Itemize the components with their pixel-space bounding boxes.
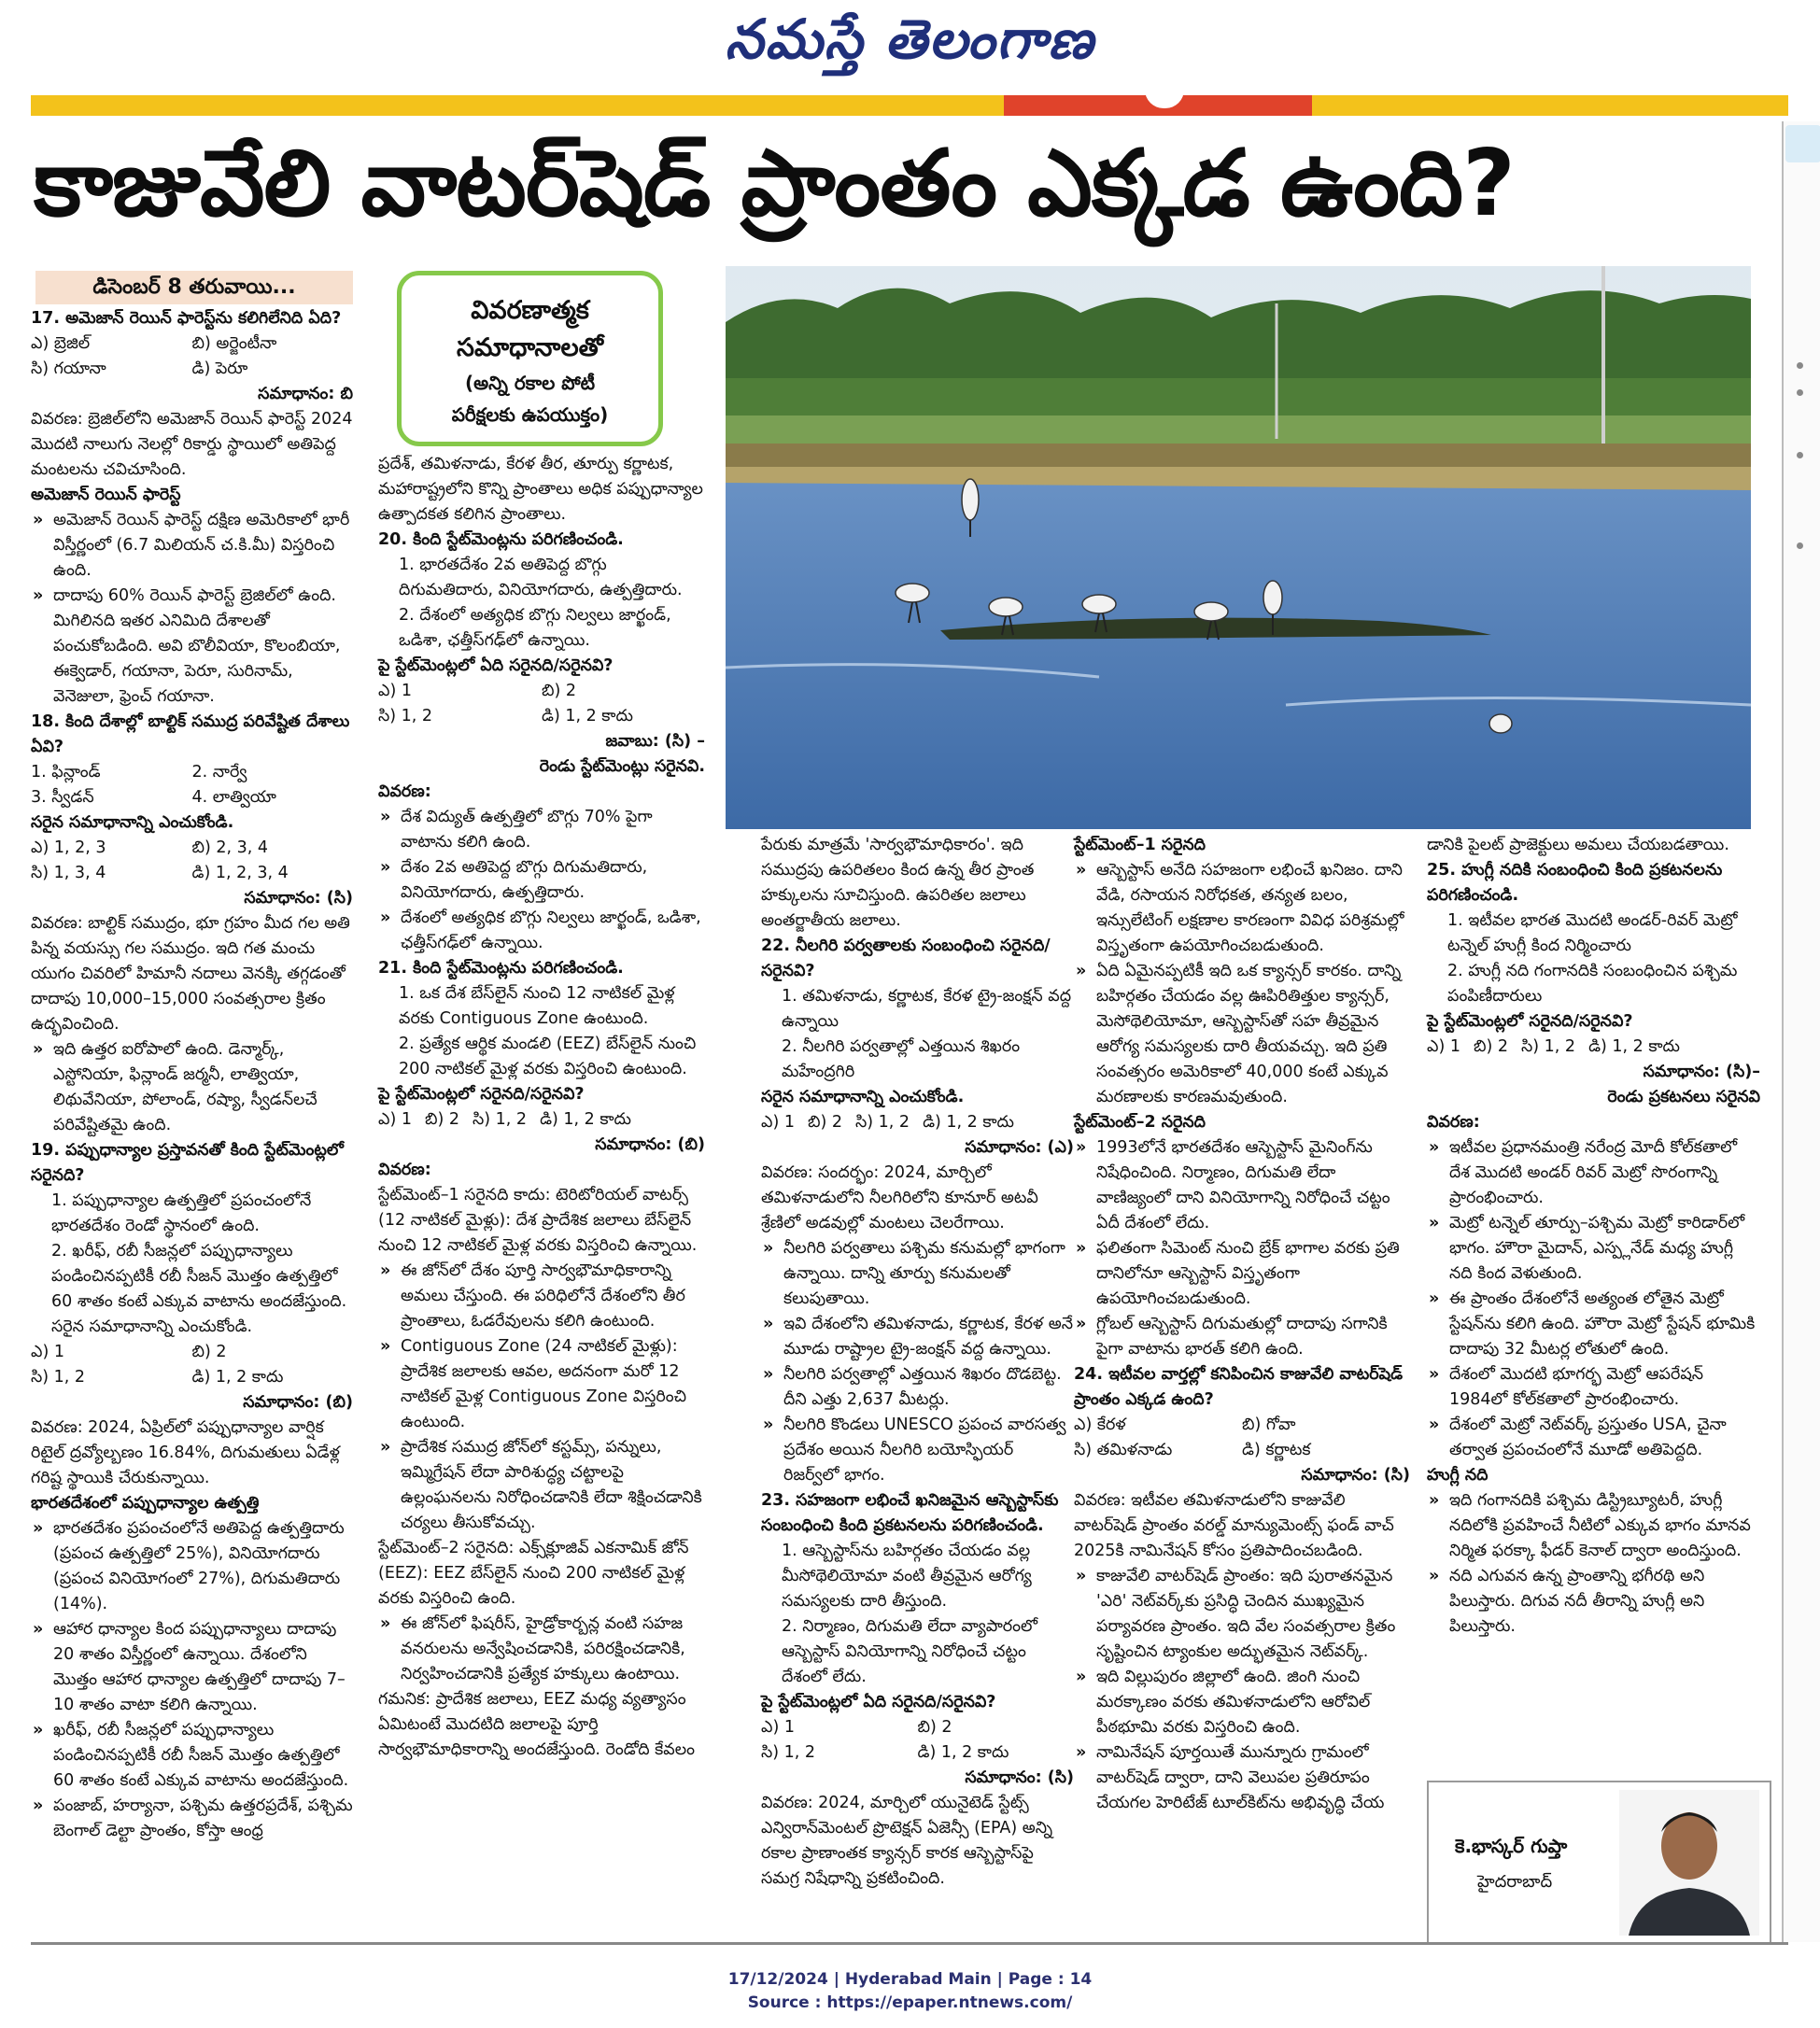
page-headline: కాజువేలి వాటర్‌షెడ్ ప్రాంతం ఎక్కడ ఉంది? bbox=[34, 131, 1515, 237]
answer-options bbox=[31, 357, 353, 382]
answer-options bbox=[378, 704, 705, 729]
body-text: వివరణ: బాల్టిక్ సముద్రం, భూ గ్రహం మీద గల అతి పిన్న వయస్సు గల సముద్రం. ఇది గత మంచు యుగం చివరిలో హిమానీ నదాలు వెనక్కి తగ్గడంతో దాదాపు 10,000–15,000 సంవత్సరాల క్రితం ఉద్భవించింది. bbox=[31, 914, 350, 1034]
statement-text: 2. ఖరీఫ్, రబీ సీజన్లలో పప్పుధాన్యాలు పండించినప్పటికీ రబీ సీజన్ మొత్తం ఉత్పత్తిలో 60 శాతం కంటే ఎక్కువ వాటాను అందజేస్తుంది. bbox=[51, 1242, 347, 1311]
answer-option: డి) 1, 2 కాదు bbox=[917, 1743, 1009, 1762]
question-text: సరైన సమాధానాన్ని ఎంచుకోండి. bbox=[31, 813, 234, 832]
answer-option: బి) అర్జెంటీనా bbox=[191, 334, 277, 353]
body-text: వివరణ: బ్రెజిల్‌లోని అమెజాన్ రెయిన్ ఫారెస్ట్ 2024 మొదటి నాలుగు నెలల్లో రికార్డు స్థాయిలో అతిపెద్ద మంటలను చవిచూసింది. bbox=[31, 410, 353, 479]
subheading: స్టేట్‌మెంట్–2 సరైనది bbox=[1074, 1113, 1206, 1132]
bullet-point: » ఈ జోన్‌లో దేశం పూర్తి సార్వభౌమాధికారాన్ని అమలు చేస్తుంది. ఈ పరిధిలోనే దేశంలోని తీర ప్రాంతాలు, ఓడరేవులను కలిగి ఉంటుంది. bbox=[378, 1259, 705, 1334]
bullet-point: » ప్రాదేశిక సముద్ర జోన్‌లో కస్టమ్స్, పన్నులు, ఇమ్మిగ్రేషన్ లేదా పారిశుద్ధ్య చట్టాలపై ఉల్లంఘనలను నిరోధించడానికి లేదా శిక్షించడానికి చర్యలు తీసుకోవచ్చు. bbox=[378, 1435, 705, 1536]
statement-text: 2. నిర్మాణం, దిగుమతి లేదా వ్యాపారంలో ఆస్బెస్టాస్ వినియోగాన్ని నిరోధించే చట్టం దేశంలో లేదు. bbox=[782, 1617, 1038, 1686]
bullet-point: » దేశ విద్యుత్ ఉత్పత్తిలో బొగ్గు 70% పైగా వాటాను కలిగి ఉంది. bbox=[378, 805, 705, 855]
column-4 bbox=[1074, 833, 1410, 1816]
body-text: ప్రదేశ్, తమిళనాడు, కేరళ తీర, తూర్పు కర్ణాటక, మహారాష్ట్రలోని కొన్ని ప్రాంతాలు అధిక పప్పుధాన్యాల ఉత్పాదకత కలిగిన ప్రాంతాలు. bbox=[378, 455, 703, 524]
answer-option: 4. లాత్వియా bbox=[191, 788, 276, 807]
answer-option: బి) గోవా bbox=[1242, 1415, 1296, 1434]
bullet-point: » ఆస్బెస్టాస్ అనేది సహజంగా లభించే ఖనిజం. దాని వేడి, రసాయన నిరోధకత, తన్యత బలం, ఇన్సులేటింగ్ లక్షణాల కారణంగా వివిధ పరిశ్రమల్లో విస్తృతంగా ఉపయోగించబడుతుంది. bbox=[1074, 858, 1410, 959]
lake-birds-photo bbox=[726, 266, 1751, 829]
question-text: 21. కింది స్టేట్‌మెంట్లను పరిగణించండి. bbox=[378, 959, 624, 978]
answer-option: డి) 1, 2 కాదు bbox=[1588, 1037, 1680, 1056]
promo-line-2: సమాధానాలతో bbox=[457, 333, 603, 362]
answer-option: సి) గయానా bbox=[31, 359, 106, 378]
body-text: వివరణ: 2024, ఏప్రిల్‌లో పప్పుధాన్యాల వార్షిక రిటైల్ ద్రవ్యోల్బణం 16.84%, దిగుమతులు ఏడేళ్ల గరిష్ట స్థాయికి చేరుకున్నాయి. bbox=[31, 1418, 340, 1487]
statement-text: 1. ఇటీవల భారత మొదటి అండర్-రివర్ మెట్రో టన్నెల్ హుగ్లీ కింద నిర్మించారు bbox=[1447, 911, 1738, 955]
body-text: స్టేట్‌మెంట్–1 సరైనది కాదు: టెరిటోరియల్ వాటర్స్ (12 నాటికల్ మైళ్లు): దేశ ప్రాదేశిక జలాలు బేస్‌లైన్ నుంచి 12 నాటికల్ మైళ్ల వరకు విస్తరించి ఉన్నాయి. bbox=[378, 1186, 698, 1255]
bullet-point: » నీలగిరి కొండలు UNESCO ప్రపంచ వారసత్వ ప్రదేశం అయిన నీలగిరి బయోస్ఫియర్ రిజర్వ్‌లో భాగం. bbox=[761, 1413, 1074, 1488]
answer-option: డి) 1, 2 కాదు bbox=[540, 1110, 631, 1129]
answer-option: బి) 2 bbox=[191, 1343, 227, 1361]
page-footer bbox=[0, 1968, 1820, 2015]
bullet-point: » నీలగిరి పర్వతాలు పశ్చిమ కనుమల్లో భాగంగా ఉన్నాయి. దాన్ని తూర్పు కనుమలతో కలుపుతాయి. bbox=[761, 1236, 1074, 1312]
column-1 bbox=[31, 306, 353, 1844]
answer-key: సమాధానం: (ఎ) bbox=[965, 1138, 1074, 1157]
answer-options bbox=[31, 331, 353, 357]
answer-option: ఎ) 1 bbox=[31, 1343, 64, 1361]
answer-option: 2. నార్వే bbox=[191, 763, 247, 782]
question-text: పై స్టేట్‌మెంట్లలో ఏది సరైనది/సరైనవి? bbox=[378, 656, 614, 675]
bullet-point: » ఈ ప్రాంతం దేశంలోనే అత్యంత లోతైన మెట్రో స్టేషన్‌ను కలిగి ఉంది. హౌరా మెట్రో స్టేషన్ భూమికి దాదాపు 32 మీటర్ల లోతులో ఉంది. bbox=[1427, 1287, 1760, 1362]
subheading: వివరణ: bbox=[378, 1161, 431, 1179]
answer-options bbox=[31, 836, 353, 861]
answer-option: ఎ) 1 bbox=[761, 1718, 795, 1737]
answer-key: సమాధానం: (సి) bbox=[965, 1768, 1074, 1787]
answer-option: డి) 1, 2 కాదు bbox=[191, 1368, 284, 1387]
answer-key: జవాబు: (సి) – bbox=[605, 732, 705, 751]
author-name: కె.భాస్కర్ గుప్తా bbox=[1455, 1835, 1568, 1857]
body-text: డానికి పైలట్ ప్రాజెక్టులు అమలు చేయబడతాయి. bbox=[1427, 836, 1729, 854]
promo-box bbox=[397, 271, 663, 446]
statement-text: 1. పప్పుధాన్యాల ఉత్పత్తిలో ప్రపంచంలోనే భారతదేశం రెండో స్థానంలో ఉంది. bbox=[51, 1191, 312, 1235]
answer-option: సి) 1, 2 bbox=[1521, 1037, 1576, 1056]
statement-text: 2. నీలగిరి పర్వతాల్లో ఎత్తయిన శిఖరం మహేంద్రగిరి bbox=[782, 1037, 1021, 1081]
answer-option: ఎ) బ్రెజిల్ bbox=[31, 334, 91, 353]
bullet-point: » నది ఎగువన ఉన్న ప్రాంతాన్ని భగీరథి అని పిలుస్తారు. దిగువ నదీ తీరాన్ని హుగ్లీ అని పిలుస్తారు. bbox=[1427, 1564, 1760, 1640]
answer-option: 3. స్వీడన్ bbox=[31, 788, 94, 807]
author-byline bbox=[1427, 1781, 1771, 1945]
statement-text: 1. ఆస్బెస్టాస్‌ను బహిర్గతం చేయడం వల్ల మీసోథెలియోమా వంటి తీవ్రమైన ఆరోగ్య సమస్యలకు దారి తీస్తుంది. bbox=[782, 1542, 1032, 1611]
answer-option: బి) 2 bbox=[917, 1718, 952, 1737]
answer-option: బి) 2 bbox=[807, 1113, 842, 1132]
answer-option: బి) 2 bbox=[424, 1110, 459, 1129]
statement-text: 2. హుగ్లీ నది గంగానదికి సంబంధించిన పశ్చిమ పంపిణీదారులు bbox=[1447, 962, 1738, 1006]
question-text: 18. కింది దేశాల్లో బాల్టిక్ సముద్ర పరివేష్టిత దేశాలు ఏవి? bbox=[31, 712, 350, 756]
answer-options bbox=[31, 760, 353, 785]
answer-options bbox=[1427, 1035, 1760, 1060]
bullet-point: » ఏది ఏమైనప్పటికీ ఇది ఒక క్యాన్సర్ కారకం. దాన్ని బహిర్గతం చేయడం వల్ల ఊపిరితిత్తుల క్యాన్సర్, మెసోథెలియోమా, ఆస్బెస్టాస్‌తో సహ తీవ్రమైన ఆరోగ్య సమస్యలకు దారి తీయవచ్చు. ఇది ప్రతి సంవత్సరం అమెరికాలో 40,000 కంటే ఎక్కువ మరణాలకు కారణమవుతుంది. bbox=[1074, 959, 1410, 1110]
statement-text: సరైన సమాధానాన్ని ఎంచుకోండి. bbox=[51, 1317, 253, 1336]
answer-option: డి) పెరూ bbox=[191, 359, 248, 378]
answer-option: డి) కర్ణాటక bbox=[1242, 1441, 1311, 1459]
answer-key: రెండు ప్రకటనలు సరైనవి bbox=[1607, 1088, 1760, 1106]
question-text: 23. సహజంగా లభించే ఖనిజమైన ఆస్బెస్టాస్‌కు సంబంధించి కింది ప్రకటనలను పరిగణించండి. bbox=[761, 1491, 1059, 1535]
bullet-point: » ఫలితంగా సిమెంట్ నుంచి బ్రేక్ భాగాల వరకు ప్రతి దానిలోనూ ఆస్బెస్టాస్ విస్తృతంగా ఉపయోగించబడుతుంది. bbox=[1074, 1236, 1410, 1312]
question-text: పై స్టేట్‌మెంట్లలో సరైనది/సరైనవి? bbox=[378, 1085, 585, 1104]
answer-option: ఎ) 1 bbox=[1427, 1037, 1460, 1056]
author-place: హైదరాబాద్ bbox=[1477, 1872, 1553, 1892]
bullet-point: » పంజాబ్, హర్యానా, పశ్చిమ ఉత్తరప్రదేశ్, పశ్చిమ బెంగాల్ డెల్టా ప్రాంతం, కోస్తా ఆంధ్ర bbox=[31, 1794, 353, 1844]
answer-option: సి) 1, 2 bbox=[378, 707, 433, 725]
body-text: గమనిక: ప్రాదేశిక జలాలు, EEZ మధ్య వ్యత్యాసం ఏమిటంటే మొదటిది జలాలపై పూర్తి సార్వభౌమాధికారాన్ని అందజేస్తుంది. రెండోది కేవలం bbox=[378, 1690, 696, 1759]
footer-rule bbox=[31, 1942, 1788, 1945]
bullet-point: » ఇది గంగానదికి పశ్చిమ డిస్ట్రిబ్యూటరీ, హుగ్లీ నదిలోకి ప్రవహించే నీటిలో ఎక్కువ భాగం మానవ నిర్మిత ఫరక్కా ఫీడర్ కెనాల్ ద్వారా అందిస్తుంది. bbox=[1427, 1488, 1760, 1564]
answer-option: సి) 1, 2 bbox=[31, 1368, 86, 1387]
answer-option: డి) 1, 2, 3, 4 bbox=[191, 864, 289, 882]
bullet-point: » దేశంలో మెట్రో నెట్‌వర్క్ ప్రస్తుతం USA, చైనా తర్వాత ప్రపంచంలోనే మూడో అతిపెద్దది. bbox=[1427, 1413, 1760, 1463]
body-text: వివరణ: ఇటీవల తమిళనాడులోని కాజువేలి వాటర్‌షెడ్ ప్రాంతం వరల్డ్ మాన్యుమెంట్స్ ఫండ్ వాచ్ 2025కి నామినేషన్ కోసం ప్రతిపాదించబడింది. bbox=[1074, 1491, 1394, 1560]
answer-key: సమాధానం: (సి) bbox=[1301, 1466, 1410, 1485]
answer-key: సమాధానం: బి bbox=[258, 385, 353, 403]
bullet-point: » దాదాపు 60% రెయిన్ ఫారెస్ట్ బ్రెజిల్‌లో ఉంది. మిగిలినది ఇతర ఎనిమిది దేశాలతో పంచుకోబడింది. అవి బొలీవియా, కొలంబియా, ఈక్వెడార్, గయానా, పెరూ, సురినామ్, వెనెజులా, ఫ్రెంచ్ గయానా. bbox=[31, 584, 353, 710]
footer-source: Source : https://epaper.ntnews.com/ bbox=[747, 1993, 1073, 2012]
answer-options bbox=[378, 679, 705, 704]
answer-option: సి) 1, 2 bbox=[473, 1110, 528, 1129]
answer-options bbox=[31, 785, 353, 810]
answer-options bbox=[31, 1365, 353, 1390]
question-text: 20. కింది స్టేట్‌మెంట్లను పరిగణించండి. bbox=[378, 530, 624, 549]
footer-date-page: 17/12/2024 | Hyderabad Main | Page : 14 bbox=[727, 1970, 1093, 1989]
bullet-point: » ఇది ఉత్తర ఐరోపాలో ఉంది. డెన్మార్క్, ఎస్టోనియా, ఫిన్లాండ్ జర్మనీ, లాత్వియా, లిథువేనియా, పోలాండ్, రష్యా, స్వీడన్‌లచే పరివేష్టితమై ఉంది. bbox=[31, 1037, 353, 1138]
answer-option: సి) తమిళనాడు bbox=[1074, 1441, 1173, 1459]
statement-text: 1. భారతదేశం 2వ అతిపెద్ద బొగ్గు దిగుమతిదారు, వినియోగదారు, ఉత్పత్తిదారు. bbox=[399, 556, 683, 599]
bullet-point: » భారతదేశం ప్రపంచంలోనే అతిపెద్ద ఉత్పత్తిదారు (ప్రపంచ ఉత్పత్తిలో 25%), వినియోగదారు (ప్రపంచ వినియోగంలో 27%), దిగుమతిదారు (14%). bbox=[31, 1516, 353, 1617]
answer-options bbox=[761, 1740, 1074, 1766]
answer-option: డి) 1, 2 కాదు bbox=[923, 1113, 1014, 1132]
answer-options bbox=[761, 1110, 1074, 1135]
answer-key: సమాధానం: (బి) bbox=[595, 1135, 705, 1154]
statement-text: 2. దేశంలో అత్యధిక బొగ్గు నిల్వలు జార్ఖండ్, ఒడిశా, ఛత్తీస్‌గఢ్‌లో ఉన్నాయి. bbox=[399, 606, 671, 650]
bullet-point: » ఆహార ధాన్యాల కింద పప్పుధాన్యాలు దాదాపు 20 శాతం విస్తీర్ణంలో ఉన్నాయి. దేశంలోని మొత్తం ఆహార ధాన్యాల ఉత్పత్తిలో దాదాపు 7–10 శాతం వాటా కలిగి ఉన్నాయి. bbox=[31, 1617, 353, 1718]
answer-option: ఎ) 1, 2, 3 bbox=[31, 838, 106, 857]
bullet-point: » 1993లోనే భారతదేశం ఆస్బెస్టాస్ మైనింగ్‌ను నిషేధించింది. నిర్మాణం, దిగుమతి లేదా వాణిజ్యంలో దాని వినియోగాన్ని నిరోధించే చట్టం ఏదీ దేశంలో లేదు. bbox=[1074, 1135, 1410, 1236]
answer-option: ఎ) 1 bbox=[761, 1113, 795, 1132]
bullet-point: » అమెజాన్ రెయిన్ ఫారెస్ట్ దక్షిణ అమెరికాలో భారీ విస్తీర్ణంలో (6.7 మిలియన్ చ.కి.మీ) విస్తరించి ఉంది. bbox=[31, 508, 353, 584]
sidebar-logo-icon bbox=[1785, 125, 1820, 162]
answer-option: సి) 1, 2 bbox=[761, 1743, 816, 1762]
answer-options bbox=[378, 1107, 705, 1133]
answer-option: బి) 2, 3, 4 bbox=[191, 838, 269, 857]
bullet-point: » ఈ జోన్‌లో ఫిషరీస్, హైడ్రోకార్బన్ల వంటి సహజ వనరులను అన్వేషించడానికి, పరిరక్షించడానికి, నిర్వహించడానికి ప్రత్యేక హక్కులు ఉంటాయి. bbox=[378, 1612, 705, 1687]
right-edge-strip bbox=[1782, 121, 1820, 1942]
bullet-dot-icon bbox=[1797, 389, 1803, 396]
body-text: వివరణ: 2024, మార్చిలో యునైటెడ్ స్టేట్స్ ఎన్విరాన్‌మెంటల్ ప్రొటెక్షన్ ఏజెన్సీ (EPA) అన్ని రకాల ప్రాణాంతక క్యాన్సర్ కారక ఆస్బెస్టాస్‌పై సమగ్ర నిషేధాన్ని ప్రకటించింది. bbox=[761, 1794, 1053, 1888]
answer-options bbox=[31, 861, 353, 886]
bullet-point: » దేశం 2వ అతిపెద్ద బొగ్గు దిగుమతిదారు, వినియోగదారు, ఉత్పత్తిదారు. bbox=[378, 855, 705, 906]
answer-options bbox=[1074, 1438, 1410, 1463]
question-text: 17. అమెజాన్ రెయిన్ ఫారెస్ట్‌ను కలిగిలేనిది ఏది? bbox=[31, 309, 342, 328]
bullet-point: » ఇది విల్లుపురం జిల్లాలో ఉంది. జింగి నుంచి మరక్కాణం వరకు తమిళనాడులోని ఆరోవిల్ పీఠభూమి వరకు విస్తరించి ఉంది. bbox=[1074, 1665, 1410, 1740]
bullet-point: » ఖరీఫ్, రబీ సీజన్లలో పప్పుధాన్యాలు పండించినప్పటికీ రబీ సీజన్ మొత్తం ఉత్పత్తిలో 60 శాతం కంటే ఎక్కువ వాటాను అందజేస్తుంది. bbox=[31, 1718, 353, 1794]
subheading: అమెజాన్ రెయిన్ ఫారెస్ట్ bbox=[31, 486, 181, 504]
body-text: పేరుకు మాత్రమే 'సార్వభౌమాధికారం'. ఇది సముద్రపు ఉపరితలం కింద ఉన్న తీర ప్రాంత హక్కులను సూచిస్తుంది. ఉపరితల జలాలు అంతర్జాతీయ జలాలు. bbox=[761, 836, 1035, 930]
bullet-point: » ఇవి దేశంలోని తమిళనాడు, కర్ణాటక, కేరళ అనే మూడు రాష్ట్రాల ట్రై-జంక్షన్ వద్ద ఉన్నాయి. bbox=[761, 1312, 1074, 1362]
subheading: స్టేట్‌మెంట్–1 సరైనది bbox=[1074, 836, 1206, 854]
answer-option: ఎ) 1 bbox=[378, 682, 412, 700]
subheading: హుగ్లీ నది bbox=[1427, 1466, 1488, 1485]
answer-option: డి) 1, 2 కాదు bbox=[542, 707, 633, 725]
column-5 bbox=[1427, 833, 1760, 1640]
question-text: 25. హుగ్లీ నదికి సంబంధించి కింది ప్రకటనలను పరిగణించండి. bbox=[1427, 861, 1723, 905]
bullet-point: » Contiguous Zone (24 నాటికల్ మైళ్లు): ప్రాదేశిక జలాలకు ఆవల, అదనంగా మరో 12 నాటికల్ మైళ్ల Contiguous Zone విస్తరించి ఉంటుంది. bbox=[378, 1334, 705, 1435]
answer-option: సి) 1, 2 bbox=[855, 1113, 910, 1132]
bullet-point: » దేశంలో అత్యధిక బొగ్గు నిల్వలు జార్ఖండ్, ఒడిశా, ఛత్తీస్‌గఢ్‌లో ఉన్నాయి. bbox=[378, 906, 705, 956]
bullet-point: » గ్లోబల్ ఆస్బెస్టాస్ దిగుమతుల్లో దాదాపు సగానికి పైగా వాటాను భారత్ కలిగి ఉంది. bbox=[1074, 1312, 1410, 1362]
answer-option: బి) 2 bbox=[1473, 1037, 1508, 1056]
column-2 bbox=[378, 452, 705, 1763]
bullet-dot-icon bbox=[1797, 542, 1803, 549]
body-text: స్టేట్‌మెంట్–2 సరైనది: ఎక్స్‌క్లూజివ్ ఎకనామిక్ జోన్ (EEZ): EEZ బేస్‌లైన్ నుంచి 200 నాటికల్ మైళ్ల వరకు విస్తరించి ఉంది. bbox=[378, 1539, 689, 1608]
answer-option: సి) 1, 3, 4 bbox=[31, 864, 106, 882]
bullet-dot-icon bbox=[1797, 362, 1803, 369]
statement-text: 2. ప్రత్యేక ఆర్థిక మండలి (EEZ) బేస్‌లైన్ నుంచి 200 నాటికల్ మైళ్ల వరకు విస్తరించి ఉంటుంది. bbox=[399, 1035, 697, 1078]
bullet-point: » మెట్రో టన్నెల్ తూర్పు–పశ్చిమ మెట్రో కారిడార్‌లో భాగం. హౌరా మైదాన్, ఎస్ప్లనేడ్ మధ్య హుగ్లీ నది కింద వెళుతుంది. bbox=[1427, 1211, 1760, 1287]
promo-line-4: పరీక్షలకు ఉపయుక్తం) bbox=[451, 403, 609, 426]
bullet-dot-icon bbox=[1797, 452, 1803, 458]
bullet-point: » నీలగిరి పర్వతాల్లో ఎత్తయిన శిఖరం దొడబెట్ట. దీని ఎత్తు 2,637 మీటర్లు. bbox=[761, 1362, 1074, 1413]
answer-key: సమాధానం: (సి)– bbox=[1643, 1063, 1760, 1081]
answer-options bbox=[1074, 1413, 1410, 1438]
question-text: 19. పప్పుధాన్యాల ప్రస్తావనతో కింది స్టేట్‌మెంట్లలో సరైనది? bbox=[31, 1141, 344, 1185]
question-text: పై స్టేట్‌మెంట్లలో సరైనది/సరైనవి? bbox=[1427, 1012, 1633, 1031]
answer-options bbox=[31, 1340, 353, 1365]
question-text: పై స్టేట్‌మెంట్లలో ఏది సరైనది/సరైనవి? bbox=[761, 1693, 996, 1711]
subheading: వివరణ: bbox=[378, 782, 431, 801]
subheading: భారతదేశంలో పప్పుధాన్యాల ఉత్పత్తి bbox=[31, 1494, 260, 1513]
bullet-point: » ఇటీవల ప్రధానమంత్రి నరేంద్ర మోదీ కోల్‌కతాలో దేశ మొదటి అండర్ రివర్ మెట్రో సొరంగాన్ని ప్రారంభించారు. bbox=[1427, 1135, 1760, 1211]
masthead-logo: నమస్తే తెలంగాణ bbox=[725, 7, 1095, 71]
question-text: 24. ఇటీవల వార్తల్లో కనిపించిన కాజువేలి వాటర్‌షెడ్ ప్రాంతం ఎక్కడ ఉంది? bbox=[1074, 1365, 1404, 1409]
answer-key: రెండు స్టేట్‌మెంట్లు సరైనవి. bbox=[539, 757, 705, 776]
bullet-point: » దేశంలో మొదటి భూగర్భ మెట్రో ఆపరేషన్ 1984లో కోల్‌కతాలో ప్రారంభించారు. bbox=[1427, 1362, 1760, 1413]
subheading: వివరణ: bbox=[1427, 1113, 1480, 1132]
promo-line-3: (అన్ని రకాల పోటీ bbox=[464, 372, 596, 394]
statement-text: 1. ఒక దేశ బేస్‌లైన్ నుంచి 12 నాటికల్ మైళ్ల వరకు Contiguous Zone ఉంటుంది. bbox=[399, 984, 675, 1028]
bullet-point: » నామినేషన్ పూర్తయితే మున్నూరు గ్రామంలో వాటర్‌షెడ్ ద్వారా, దాని వెలుపల ప్రతిరూపం చేయగల హెరిటేజ్ టూల్‌కిట్‌ను అభివృద్ధి చేయ bbox=[1074, 1740, 1410, 1816]
answer-option: బి) 2 bbox=[542, 682, 577, 700]
column-3 bbox=[761, 833, 1074, 1892]
bullet-point: » కాజువేలి వాటర్‌షెడ్ ప్రాంతం: ఇది పురాతనమైన 'ఎరి' నెట్‌వర్క్‌కు ప్రసిద్ధి చెందిన ముఖ్యమైన పర్యావరణ ప్రాంతం. ఇది వేల సంవత్సరాల క్రితం సృష్టించిన ట్యాంకుల అద్భుతమైన నెట్‌వర్క్. bbox=[1074, 1564, 1410, 1665]
answer-key: సమాధానం: (బి) bbox=[243, 1393, 353, 1412]
answer-key: సమాధానం: (సి) bbox=[244, 889, 353, 908]
continuation-tag: డిసెంబర్ 8 తరువాయి... bbox=[35, 271, 353, 304]
answer-option: ఎ) 1 bbox=[378, 1110, 412, 1129]
answer-option: 1. ఫిన్లాండ్ bbox=[31, 763, 101, 782]
statement-text: 1. తమిళనాడు, కర్ణాటక, కేరళ ట్రై-జంక్షన్ వద్ద ఉన్నాయి bbox=[782, 987, 1072, 1031]
promo-line-1: వివరణాత్మక bbox=[471, 296, 589, 325]
body-text: వివరణ: సందర్భం: 2024, మార్చిలో తమిళనాడులోని నీలగిరిలోని కూనూర్ అటవీ శ్రేణిలో అడవుల్లో మంటలు చెలరేగాయి. bbox=[761, 1163, 1038, 1232]
answer-option: ఎ) కేరళ bbox=[1074, 1415, 1126, 1434]
question-text: 22. నీలగిరి పర్వతాలకు సంబంధించి సరైనది/సరైనవి? bbox=[761, 937, 1051, 980]
question-text: సరైన సమాధానాన్ని ఎంచుకోండి. bbox=[761, 1088, 965, 1106]
author-photo bbox=[1619, 1790, 1759, 1936]
header-color-band bbox=[31, 95, 1788, 116]
answer-options bbox=[761, 1715, 1074, 1740]
